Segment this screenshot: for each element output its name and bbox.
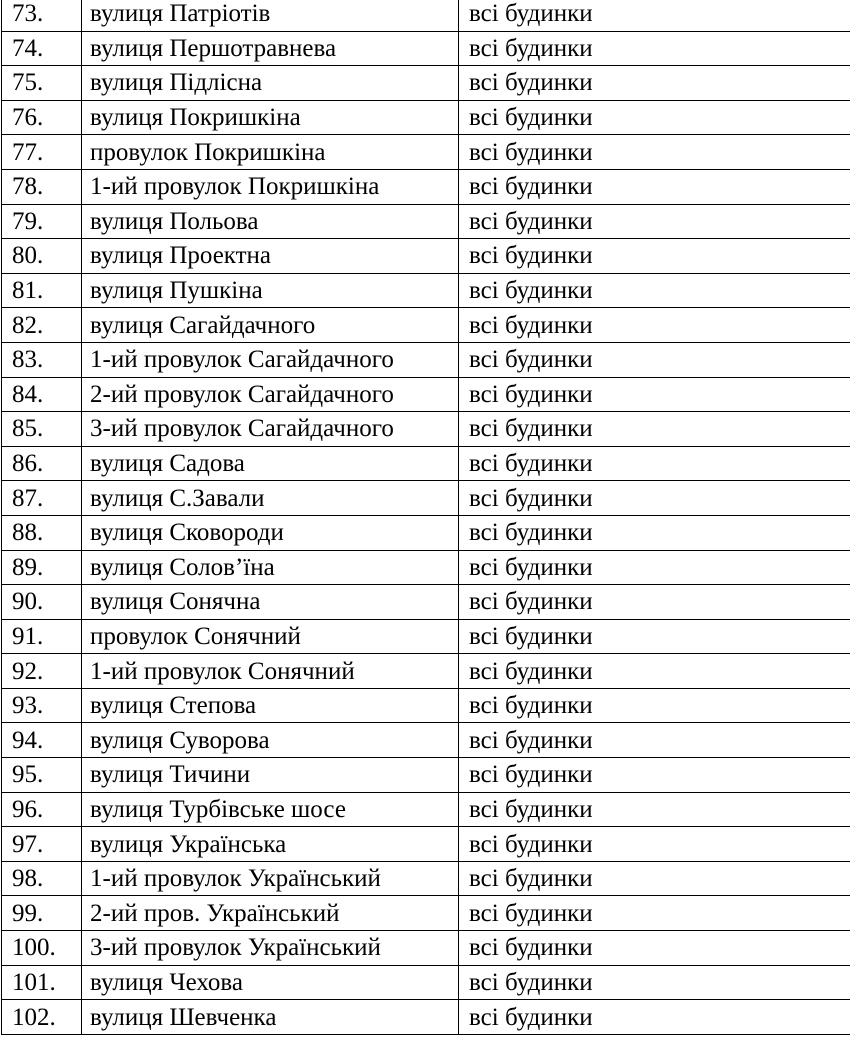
- houses-scope: всі будинки: [459, 135, 850, 170]
- houses-scope: всі будинки: [459, 827, 850, 862]
- table-row: [2, 239, 850, 274]
- table-body: [2, 0, 850, 1034]
- houses-scope: всі будинки: [459, 481, 850, 516]
- row-number: 96.: [2, 792, 82, 827]
- table-row: [2, 0, 850, 31]
- street-name: 3-ий провулок Український: [82, 931, 459, 966]
- street-name: провулок Покришкіна: [82, 135, 459, 170]
- houses-scope: всі будинки: [459, 204, 850, 239]
- table-row: [2, 446, 850, 481]
- street-name: вулиця Покришкіна: [82, 100, 459, 135]
- street-list-table: [1, 0, 850, 1035]
- table-row: [2, 827, 850, 862]
- table-row: [2, 31, 850, 66]
- street-name: вулиця Турбівське шосе: [82, 792, 459, 827]
- row-number: 75.: [2, 66, 82, 101]
- row-number: 73.: [2, 0, 82, 31]
- houses-scope: всі будинки: [459, 446, 850, 481]
- row-number: 80.: [2, 239, 82, 274]
- houses-scope: всі будинки: [459, 896, 850, 931]
- row-number: 84.: [2, 377, 82, 412]
- street-name: вулиця Тичини: [82, 758, 459, 793]
- row-number: 101.: [2, 965, 82, 1000]
- houses-scope: всі будинки: [459, 169, 850, 204]
- table-row: [2, 273, 850, 308]
- houses-scope: всі будинки: [459, 619, 850, 654]
- street-name: вулиця Суворова: [82, 723, 459, 758]
- street-name: вулиця С.Завали: [82, 481, 459, 516]
- table-row: [2, 723, 850, 758]
- row-number: 81.: [2, 273, 82, 308]
- table-row: [2, 377, 850, 412]
- row-number: 86.: [2, 446, 82, 481]
- row-number: 76.: [2, 100, 82, 135]
- row-number: 83.: [2, 342, 82, 377]
- street-name: вулиця Солов’їна: [82, 550, 459, 585]
- street-name: 1-ий провулок Український: [82, 861, 459, 896]
- table-row: [2, 654, 850, 689]
- houses-scope: всі будинки: [459, 342, 850, 377]
- street-name: вулиця Степова: [82, 688, 459, 723]
- street-name: вулиця Польова: [82, 204, 459, 239]
- street-name: провулок Сонячний: [82, 619, 459, 654]
- houses-scope: всі будинки: [459, 66, 850, 101]
- row-number: 100.: [2, 931, 82, 966]
- houses-scope: всі будинки: [459, 412, 850, 447]
- table-row: [2, 688, 850, 723]
- houses-scope: всі будинки: [459, 515, 850, 550]
- street-name: вулиця Сонячна: [82, 585, 459, 620]
- table-row: [2, 550, 850, 585]
- table-row: [2, 169, 850, 204]
- street-name: вулиця Чехова: [82, 965, 459, 1000]
- houses-scope: всі будинки: [459, 0, 850, 31]
- row-number: 91.: [2, 619, 82, 654]
- houses-scope: всі будинки: [459, 758, 850, 793]
- houses-scope: всі будинки: [459, 861, 850, 896]
- table-row: [2, 135, 850, 170]
- street-name: 1-ий провулок Сонячний: [82, 654, 459, 689]
- street-name: вулиця Пушкіна: [82, 273, 459, 308]
- table-row: [2, 931, 850, 966]
- row-number: 77.: [2, 135, 82, 170]
- houses-scope: всі будинки: [459, 688, 850, 723]
- street-name: вулиця Сковороди: [82, 515, 459, 550]
- houses-scope: всі будинки: [459, 965, 850, 1000]
- street-name: вулиця Патріотів: [82, 0, 459, 31]
- table-row: [2, 619, 850, 654]
- table-row: [2, 515, 850, 550]
- houses-scope: всі будинки: [459, 723, 850, 758]
- houses-scope: всі будинки: [459, 654, 850, 689]
- row-number: 98.: [2, 861, 82, 896]
- houses-scope: всі будинки: [459, 585, 850, 620]
- houses-scope: всі будинки: [459, 1000, 850, 1035]
- street-name: вулиця Садова: [82, 446, 459, 481]
- street-name: вулиця Підлісна: [82, 66, 459, 101]
- row-number: 78.: [2, 169, 82, 204]
- table-row: [2, 792, 850, 827]
- houses-scope: всі будинки: [459, 100, 850, 135]
- row-number: 97.: [2, 827, 82, 862]
- row-number: 94.: [2, 723, 82, 758]
- row-number: 99.: [2, 896, 82, 931]
- table-row: [2, 204, 850, 239]
- table-row: [2, 861, 850, 896]
- row-number: 102.: [2, 1000, 82, 1035]
- houses-scope: всі будинки: [459, 931, 850, 966]
- row-number: 90.: [2, 585, 82, 620]
- row-number: 74.: [2, 31, 82, 66]
- table-row: [2, 66, 850, 101]
- street-name: 3-ий провулок Сагайдачного: [82, 412, 459, 447]
- table-row: [2, 758, 850, 793]
- houses-scope: всі будинки: [459, 239, 850, 274]
- row-number: 95.: [2, 758, 82, 793]
- street-name: вулиця Сагайдачного: [82, 308, 459, 343]
- row-number: 82.: [2, 308, 82, 343]
- table-row: [2, 412, 850, 447]
- houses-scope: всі будинки: [459, 377, 850, 412]
- table-row: [2, 896, 850, 931]
- table-row: [2, 1000, 850, 1035]
- row-number: 85.: [2, 412, 82, 447]
- table-row: [2, 585, 850, 620]
- houses-scope: всі будинки: [459, 31, 850, 66]
- table-row: [2, 481, 850, 516]
- row-number: 92.: [2, 654, 82, 689]
- table-row: [2, 342, 850, 377]
- row-number: 88.: [2, 515, 82, 550]
- row-number: 87.: [2, 481, 82, 516]
- row-number: 89.: [2, 550, 82, 585]
- table-row: [2, 308, 850, 343]
- houses-scope: всі будинки: [459, 550, 850, 585]
- houses-scope: всі будинки: [459, 308, 850, 343]
- street-name: вулиця Проектна: [82, 239, 459, 274]
- table-row: [2, 965, 850, 1000]
- street-name: 1-ий провулок Покришкіна: [82, 169, 459, 204]
- row-number: 93.: [2, 688, 82, 723]
- street-name: вулиця Українська: [82, 827, 459, 862]
- street-name: 2-ий провулок Сагайдачного: [82, 377, 459, 412]
- row-number: 79.: [2, 204, 82, 239]
- houses-scope: всі будинки: [459, 792, 850, 827]
- street-name: вулиця Першотравнева: [82, 31, 459, 66]
- street-name: 1-ий провулок Сагайдачного: [82, 342, 459, 377]
- table-row: [2, 100, 850, 135]
- street-name: вулиця Шевченка: [82, 1000, 459, 1035]
- houses-scope: всі будинки: [459, 273, 850, 308]
- street-name: 2-ий пров. Український: [82, 896, 459, 931]
